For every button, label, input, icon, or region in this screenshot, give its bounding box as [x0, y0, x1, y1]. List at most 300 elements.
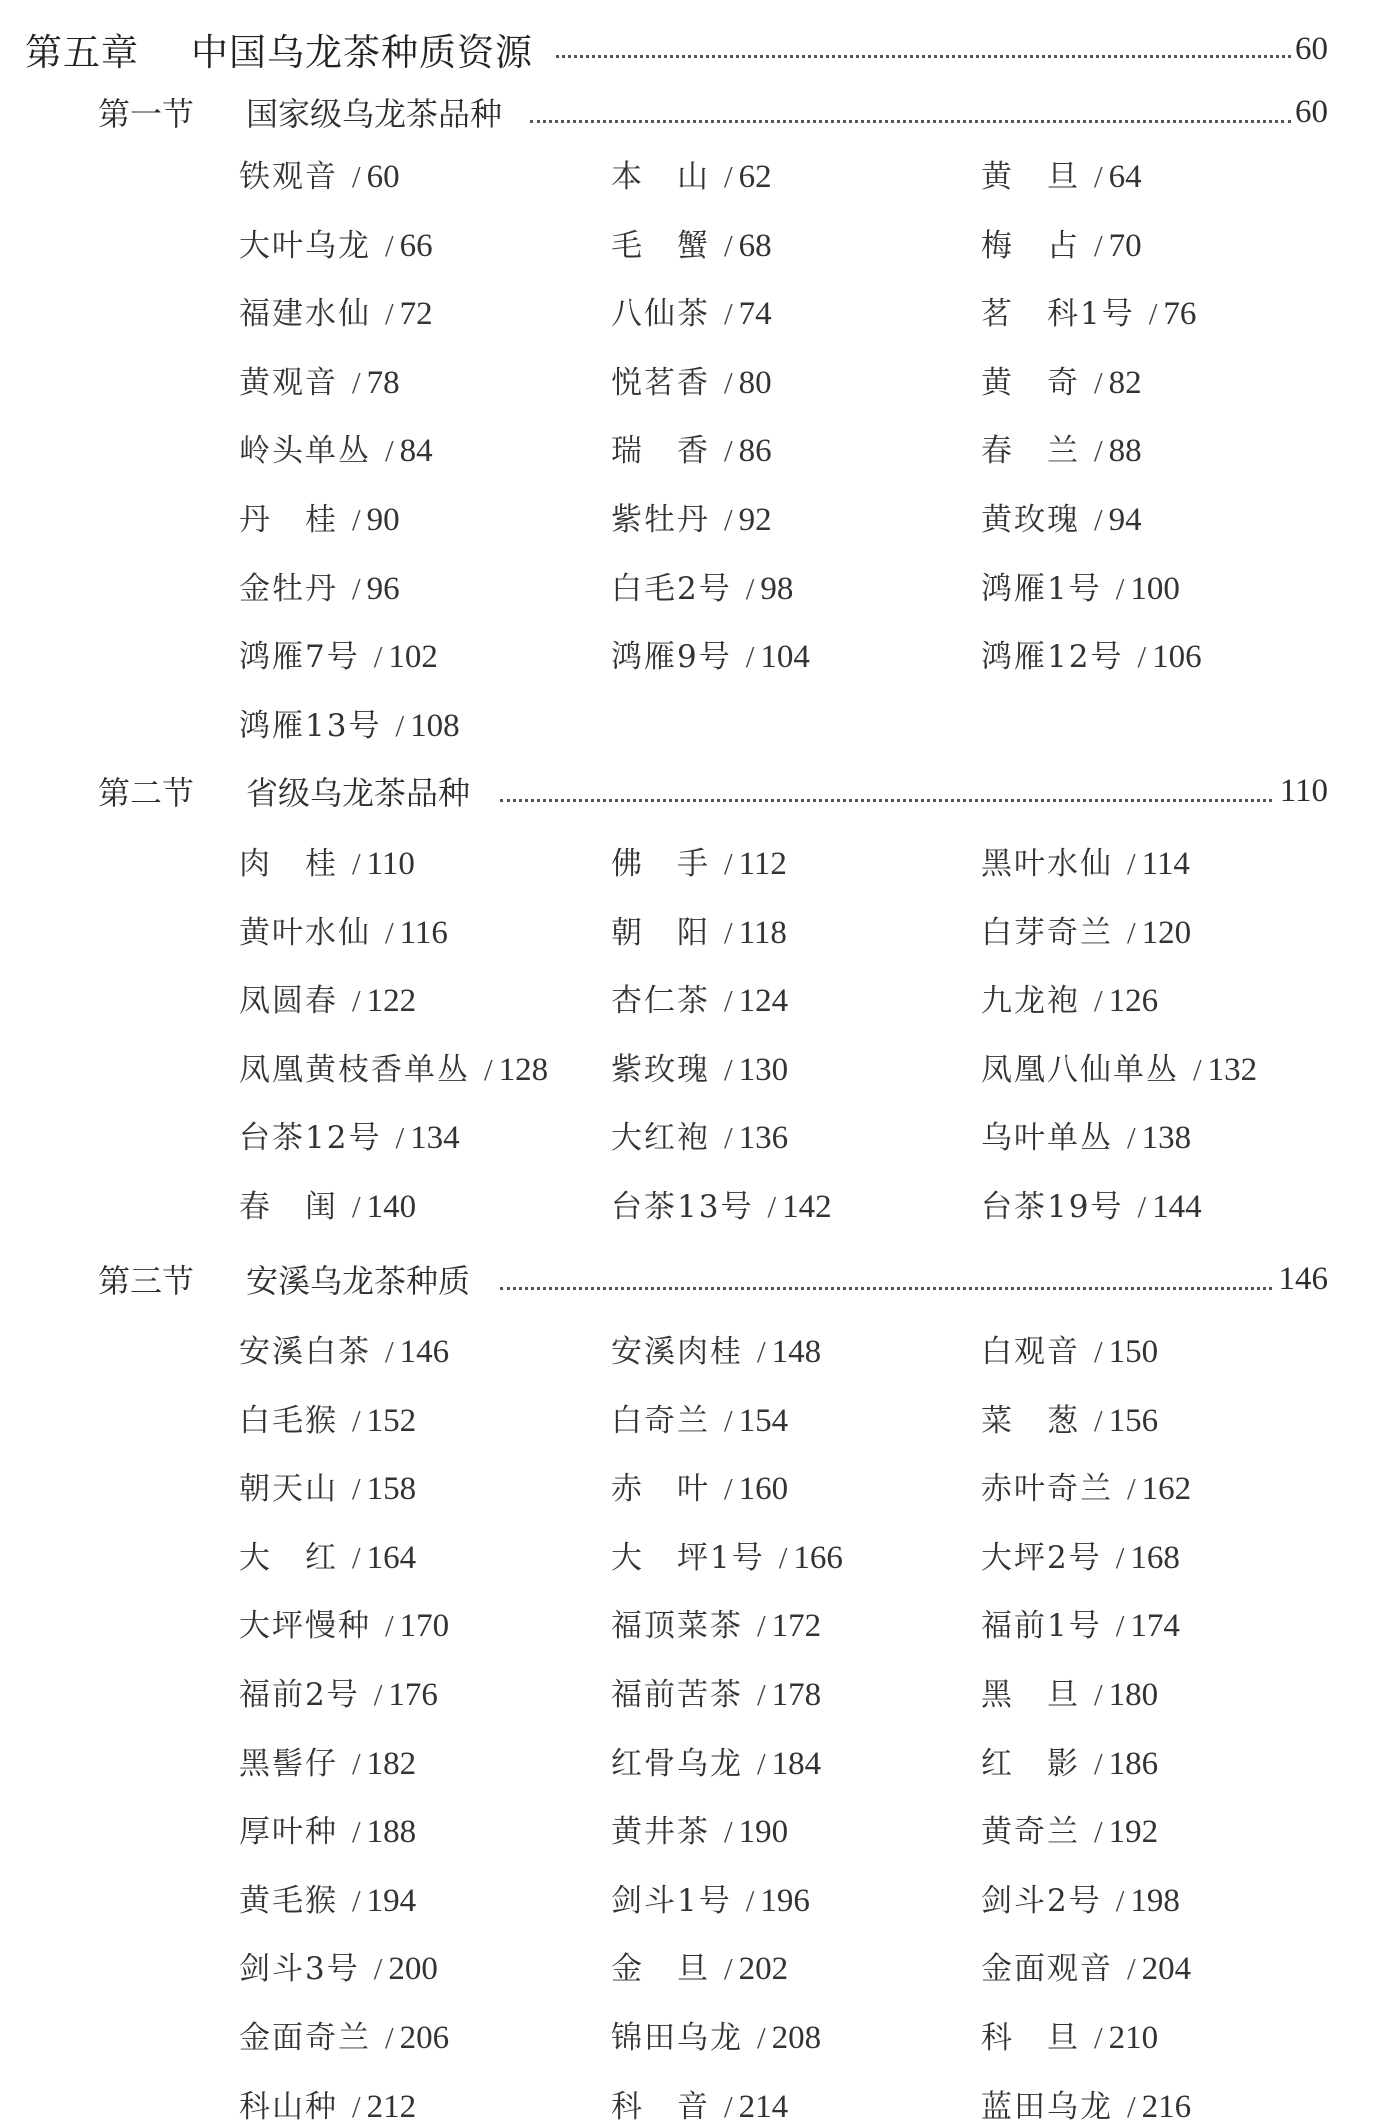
- toc-entry[interactable]: [239, 631, 438, 676]
- entry-page-number: 126: [1108, 983, 1159, 1020]
- entry-page-number: 134: [410, 1120, 460, 1157]
- entry-separator: /: [385, 914, 394, 950]
- entry-separator: /: [757, 1677, 766, 1712]
- entry-name: 梅 占: [981, 227, 1080, 264]
- entry-separator: /: [395, 707, 405, 743]
- entry-separator: /: [724, 2088, 733, 2124]
- toc-entry[interactable]: [611, 2081, 788, 2126]
- entry-name: 黄井茶: [611, 1814, 710, 1851]
- entry-page-number: 144: [1152, 1189, 1202, 1225]
- toc-entry[interactable]: [611, 1181, 832, 1226]
- toc-entry[interactable]: [239, 220, 433, 265]
- entry-separator: /: [352, 1402, 361, 1438]
- entry-name: 白芽奇兰: [981, 914, 1113, 951]
- toc-entry[interactable]: [239, 2012, 449, 2057]
- toc-entry[interactable]: [239, 975, 416, 1020]
- entry-page-number: 202: [738, 1951, 789, 1988]
- entry-page-number: 60: [366, 159, 400, 195]
- toc-entry[interactable]: [239, 2081, 416, 2126]
- entry-separator: /: [1094, 364, 1103, 400]
- entry-page-number: 106: [1152, 639, 1202, 676]
- entry-separator: /: [1094, 1745, 1103, 1781]
- entry-page-number: 140: [366, 1189, 417, 1225]
- entry-name: 黑叶水仙: [981, 846, 1113, 882]
- toc-entry[interactable]: [611, 563, 793, 608]
- entry-name: 大 红: [239, 1539, 338, 1576]
- section-label: 第二节: [98, 774, 195, 812]
- entry-page-number: 178: [771, 1677, 822, 1713]
- entry-name: 黄叶水仙: [239, 914, 371, 951]
- toc-entry[interactable]: [611, 1806, 788, 1851]
- entry-page-number: 72: [399, 296, 433, 333]
- entry-page-number: 88: [1108, 433, 1142, 470]
- entry-separator: /: [724, 364, 733, 400]
- toc-entry[interactable]: [981, 1806, 1158, 1851]
- entry-page-number: 132: [1207, 1051, 1258, 1088]
- entry-separator: /: [724, 1051, 733, 1087]
- toc-entry[interactable]: [981, 1600, 1180, 1645]
- entry-name: 福前2号: [239, 1677, 360, 1713]
- toc-entry[interactable]: [981, 357, 1142, 402]
- entry-separator: /: [1094, 227, 1103, 263]
- toc-entry[interactable]: [239, 1532, 416, 1577]
- toc-entry[interactable]: [611, 975, 788, 1020]
- section-page-number: 146: [1278, 1260, 1328, 1297]
- toc-entry[interactable]: [611, 425, 772, 470]
- toc-entry[interactable]: [611, 220, 772, 265]
- entry-separator: /: [724, 1814, 733, 1850]
- entry-separator: /: [724, 502, 733, 537]
- entry-page-number: 152: [366, 1402, 417, 1439]
- entry-name: 赤叶奇兰: [981, 1471, 1113, 1508]
- entry-separator: /: [385, 433, 394, 469]
- toc-entry[interactable]: [981, 425, 1142, 470]
- entry-separator: /: [724, 846, 733, 881]
- section-label: 第一节: [98, 95, 195, 133]
- toc-entry[interactable]: [611, 838, 787, 883]
- toc-entry[interactable]: [981, 220, 1142, 265]
- entry-separator: /: [352, 364, 361, 400]
- toc-entry[interactable]: [981, 1326, 1158, 1371]
- toc-entry[interactable]: [981, 907, 1191, 952]
- entry-separator: /: [1127, 914, 1136, 950]
- entry-separator: /: [767, 1189, 777, 1224]
- entry-separator: /: [757, 2020, 766, 2055]
- toc-entry[interactable]: [611, 1044, 788, 1089]
- entry-name: 紫牡丹: [611, 502, 710, 538]
- toc-entry[interactable]: [239, 425, 433, 470]
- entry-separator: /: [1127, 1951, 1136, 1987]
- section-page-number: 110: [1279, 772, 1328, 809]
- entry-page-number: 150: [1108, 1334, 1159, 1370]
- entry-name: 黄毛猴: [239, 1882, 338, 1919]
- entry-page-number: 174: [1130, 1608, 1180, 1645]
- entry-separator: /: [352, 1189, 361, 1224]
- entry-separator: /: [352, 846, 361, 881]
- entry-page-number: 196: [760, 1882, 810, 1919]
- entry-name: 瑞 香: [611, 433, 710, 470]
- toc-entry[interactable]: [981, 1943, 1191, 1988]
- entry-separator: /: [724, 159, 733, 194]
- toc-entry[interactable]: [239, 1669, 438, 1714]
- entry-name: 九龙袍: [981, 983, 1080, 1020]
- toc-entry[interactable]: [981, 1044, 1257, 1089]
- entry-separator: /: [1094, 502, 1103, 537]
- entry-page-number: 90: [366, 502, 400, 538]
- entry-page-number: 210: [1108, 2020, 1159, 2056]
- section-title: 安溪乌龙茶种质: [246, 1262, 471, 1300]
- entry-page-number: 182: [366, 1745, 417, 1782]
- entry-name: 赤 叶: [611, 1471, 710, 1508]
- entry-name: 本 山: [611, 159, 710, 195]
- entry-name: 锦田乌龙: [611, 2020, 743, 2056]
- entry-name: 黑 旦: [981, 1677, 1080, 1713]
- entry-separator: /: [757, 1745, 766, 1781]
- entry-page-number: 104: [760, 639, 810, 676]
- entry-name: 鸿雁9号: [611, 639, 732, 676]
- entry-separator: /: [385, 227, 394, 263]
- entry-name: 金牡丹: [239, 570, 338, 607]
- entry-separator: /: [352, 1539, 361, 1575]
- toc-entry[interactable]: [239, 1875, 416, 1920]
- entry-name: 杏仁茶: [611, 983, 710, 1020]
- entry-separator: /: [757, 1608, 766, 1644]
- entry-name: 红骨乌龙: [611, 1745, 743, 1782]
- toc-entry[interactable]: [981, 631, 1202, 676]
- entry-page-number: 184: [771, 1745, 822, 1782]
- entry-page-number: 98: [760, 570, 794, 607]
- toc-entry[interactable]: [611, 1532, 843, 1577]
- entry-page-number: 76: [1163, 296, 1197, 333]
- entry-name: 丹 桂: [239, 502, 338, 538]
- toc-entry[interactable]: [239, 151, 400, 196]
- toc-entry[interactable]: [611, 1600, 821, 1645]
- toc-entry[interactable]: [239, 700, 460, 745]
- chapter-page-number: 60: [1295, 30, 1328, 67]
- toc-entry[interactable]: [981, 1669, 1158, 1714]
- chapter-label: 第五章: [25, 31, 139, 74]
- toc-entry[interactable]: [239, 1395, 416, 1440]
- toc-entry[interactable]: [239, 1806, 416, 1851]
- entry-page-number: 204: [1141, 1951, 1192, 1988]
- entry-name: 蓝田乌龙: [981, 2088, 1113, 2125]
- entry-name: 金 旦: [611, 1951, 710, 1988]
- toc-entry[interactable]: [611, 1326, 821, 1371]
- entry-page-number: 124: [738, 983, 789, 1020]
- entry-page-number: 82: [1108, 364, 1142, 401]
- toc-entry[interactable]: [239, 563, 400, 608]
- entry-name: 白毛2号: [611, 570, 732, 607]
- entry-page-number: 102: [388, 639, 438, 676]
- dot-leader: [500, 799, 1272, 802]
- toc-entry[interactable]: [239, 1943, 438, 1988]
- entry-separator: /: [352, 1882, 361, 1918]
- entry-page-number: 162: [1141, 1471, 1192, 1508]
- entry-page-number: 64: [1108, 159, 1142, 195]
- entry-name: 春 闺: [239, 1189, 338, 1225]
- entry-name: 大 坪1号: [611, 1539, 765, 1576]
- entry-name: 凤圆春: [239, 983, 338, 1020]
- entry-separator: /: [1193, 1051, 1202, 1087]
- entry-page-number: 74: [738, 296, 772, 333]
- toc-entry[interactable]: [239, 494, 400, 539]
- entry-page-number: 66: [399, 227, 433, 264]
- entry-page-number: 80: [738, 364, 772, 401]
- entry-separator: /: [724, 983, 733, 1019]
- entry-page-number: 216: [1141, 2088, 1192, 2125]
- entry-page-number: 190: [738, 1814, 789, 1851]
- entry-page-number: 68: [738, 227, 772, 264]
- entry-name: 黄 旦: [981, 159, 1080, 195]
- entry-page-number: 172: [771, 1608, 822, 1645]
- entry-page-number: 192: [1108, 1814, 1159, 1851]
- entry-page-number: 142: [782, 1189, 832, 1225]
- entry-name: 台茶12号: [239, 1120, 382, 1157]
- toc-entry[interactable]: [611, 357, 772, 402]
- entry-separator: /: [724, 1471, 733, 1507]
- entry-separator: /: [385, 1608, 394, 1644]
- toc-entry[interactable]: [239, 357, 400, 402]
- entry-page-number: 130: [738, 1051, 789, 1088]
- entry-page-number: 148: [771, 1334, 822, 1370]
- entry-page-number: 118: [738, 914, 787, 951]
- entry-separator: /: [745, 1882, 755, 1918]
- entry-page-number: 84: [399, 433, 433, 470]
- entry-page-number: 200: [388, 1951, 438, 1988]
- entry-name: 大叶乌龙: [239, 227, 371, 264]
- section-heading[interactable]: [0, 1249, 1399, 1309]
- entry-name: 剑斗2号: [981, 1882, 1102, 1919]
- entry-page-number: 212: [366, 2088, 417, 2125]
- entry-name: 福建水仙: [239, 296, 371, 333]
- toc-entry[interactable]: [981, 1181, 1202, 1226]
- entry-page-number: 138: [1141, 1120, 1192, 1157]
- entry-name: 白观音: [981, 1334, 1080, 1370]
- entry-name: 福前苦茶: [611, 1677, 743, 1713]
- entry-name: 台茶13号: [611, 1189, 754, 1225]
- toc-entry[interactable]: [981, 2081, 1191, 2126]
- entry-name: 金面奇兰: [239, 2020, 371, 2056]
- toc-entry[interactable]: [239, 1738, 416, 1783]
- entry-separator: /: [385, 1334, 394, 1369]
- entry-name: 茗 科1号: [981, 296, 1135, 333]
- entry-page-number: 122: [366, 983, 417, 1020]
- entry-name: 福前1号: [981, 1608, 1102, 1645]
- toc-entry[interactable]: [981, 494, 1142, 539]
- entry-page-number: 164: [366, 1539, 417, 1576]
- entry-separator: /: [1094, 433, 1103, 469]
- entry-name: 黄 奇: [981, 364, 1080, 401]
- entry-page-number: 92: [738, 502, 772, 538]
- toc-entry[interactable]: [981, 151, 1142, 196]
- entry-page-number: 214: [738, 2088, 789, 2125]
- toc-entry[interactable]: [611, 494, 772, 539]
- toc-entry[interactable]: [981, 1112, 1191, 1157]
- entry-name: 白毛猴: [239, 1402, 338, 1439]
- entry-name: 肉 桂: [239, 846, 338, 882]
- entry-separator: /: [352, 159, 361, 194]
- entry-page-number: 180: [1108, 1677, 1159, 1713]
- entry-name: 厚叶种: [239, 1814, 338, 1851]
- entry-name: 朝天山: [239, 1471, 338, 1508]
- section-heading[interactable]: [0, 761, 1399, 821]
- entry-name: 安溪白茶: [239, 1334, 371, 1370]
- entry-name: 朝 阳: [611, 914, 710, 951]
- toc-entry[interactable]: [239, 1044, 548, 1089]
- entry-name: 黄玫瑰: [981, 502, 1080, 538]
- entry-separator: /: [352, 502, 361, 537]
- toc-entry[interactable]: [239, 1112, 460, 1157]
- toc-entry[interactable]: [611, 631, 810, 676]
- entry-separator: /: [757, 1334, 766, 1369]
- toc-entry[interactable]: [239, 1600, 449, 1645]
- entry-name: 紫玫瑰: [611, 1051, 710, 1088]
- entry-separator: /: [1115, 1539, 1125, 1575]
- entry-separator: /: [385, 2020, 394, 2055]
- entry-name: 黄观音: [239, 364, 338, 401]
- toc-entry[interactable]: [239, 1463, 416, 1508]
- entry-name: 剑斗3号: [239, 1951, 360, 1988]
- section-heading[interactable]: [0, 82, 1399, 142]
- toc-entry[interactable]: [611, 1463, 788, 1508]
- entry-separator: /: [724, 1120, 733, 1156]
- toc-entry[interactable]: [611, 1943, 788, 1988]
- toc-entry[interactable]: [611, 1112, 788, 1157]
- entry-page-number: 116: [399, 914, 448, 951]
- entry-separator: /: [373, 639, 383, 675]
- entry-name: 金面观音: [981, 1951, 1113, 1988]
- entry-page-number: 194: [366, 1882, 417, 1919]
- entry-page-number: 146: [399, 1334, 450, 1370]
- entry-separator: /: [1094, 1677, 1103, 1712]
- entry-name: 科山种: [239, 2088, 338, 2125]
- entry-page-number: 136: [738, 1120, 789, 1157]
- entry-separator: /: [395, 1120, 405, 1156]
- entry-name: 鸿雁1号: [981, 570, 1102, 607]
- toc-entry[interactable]: [611, 1669, 821, 1714]
- toc-entry[interactable]: [239, 838, 415, 883]
- entry-separator: /: [1127, 1120, 1136, 1156]
- entry-name: 悦茗香: [611, 364, 710, 401]
- entry-name: 红 影: [981, 1745, 1080, 1782]
- entry-page-number: 160: [738, 1471, 789, 1508]
- toc-entry[interactable]: [239, 1181, 416, 1226]
- entry-page-number: 86: [738, 433, 772, 470]
- entry-name: 黄奇兰: [981, 1814, 1080, 1851]
- entry-name: 春 兰: [981, 433, 1080, 470]
- entry-separator: /: [1094, 1402, 1103, 1438]
- entry-name: 岭头单丛: [239, 433, 371, 470]
- entry-name: 凤凰八仙单丛: [981, 1051, 1179, 1088]
- section-page-number: 60: [1295, 93, 1328, 130]
- entry-name: 菜 葱: [981, 1402, 1080, 1439]
- entry-separator: /: [1115, 1608, 1125, 1644]
- toc-entry[interactable]: [239, 288, 433, 333]
- entry-page-number: 70: [1108, 227, 1142, 264]
- toc-entry[interactable]: [611, 1875, 810, 1920]
- entry-name: 乌叶单丛: [981, 1120, 1113, 1157]
- entry-page-number: 154: [738, 1402, 789, 1439]
- entry-separator: /: [1115, 570, 1125, 606]
- entry-separator: /: [1094, 159, 1103, 194]
- entry-page-number: 62: [738, 159, 772, 195]
- entry-page-number: 206: [399, 2020, 450, 2056]
- toc-entry[interactable]: [981, 1875, 1180, 1920]
- toc-entry[interactable]: [611, 1395, 788, 1440]
- entry-separator: /: [724, 433, 733, 469]
- toc-entry[interactable]: [981, 975, 1158, 1020]
- toc-entry[interactable]: [981, 838, 1190, 883]
- section-title: 省级乌龙茶品种: [246, 774, 471, 812]
- entry-name: 剑斗1号: [611, 1882, 732, 1919]
- entry-separator: /: [724, 296, 733, 332]
- entry-separator: /: [724, 1402, 733, 1438]
- entry-separator: /: [1137, 639, 1147, 675]
- entry-separator: /: [778, 1539, 788, 1575]
- entry-page-number: 208: [771, 2020, 822, 2056]
- toc-entry[interactable]: [611, 151, 772, 196]
- chapter-heading[interactable]: [0, 19, 1399, 79]
- entry-separator: /: [385, 296, 394, 332]
- entry-separator: /: [724, 1951, 733, 1987]
- toc-entry[interactable]: [239, 1326, 449, 1371]
- toc-entry[interactable]: [981, 1738, 1158, 1783]
- toc-entry[interactable]: [239, 907, 448, 952]
- section-title: 国家级乌龙茶品种: [246, 95, 503, 133]
- entry-name: 科 音: [611, 2088, 710, 2125]
- toc-entry[interactable]: [981, 1395, 1158, 1440]
- entry-separator: /: [724, 227, 733, 263]
- entry-separator: /: [1137, 1189, 1147, 1224]
- entry-separator: /: [1127, 1471, 1136, 1507]
- entry-name: 铁观音: [239, 159, 338, 195]
- entry-name: 大红袍: [611, 1120, 710, 1157]
- toc-entry[interactable]: [981, 1532, 1180, 1577]
- entry-separator: /: [352, 2088, 361, 2124]
- entry-page-number: 120: [1141, 914, 1192, 951]
- entry-separator: /: [1094, 983, 1103, 1019]
- entry-separator: /: [1127, 846, 1136, 881]
- toc-entry[interactable]: [611, 2012, 821, 2057]
- toc-entry[interactable]: [981, 2012, 1158, 2057]
- entry-name: 安溪肉桂: [611, 1334, 743, 1370]
- entry-separator: /: [1127, 2088, 1136, 2124]
- entry-name: 佛 手: [611, 846, 710, 882]
- toc-entry[interactable]: [611, 1738, 821, 1783]
- entry-name: 八仙茶: [611, 296, 710, 333]
- toc-entry[interactable]: [981, 563, 1180, 608]
- entry-page-number: 94: [1108, 502, 1142, 538]
- entry-separator: /: [352, 983, 361, 1019]
- entry-page-number: 156: [1108, 1402, 1159, 1439]
- toc-entry[interactable]: [981, 1463, 1191, 1508]
- entry-separator: /: [1094, 1814, 1103, 1850]
- entry-page-number: 112: [738, 846, 787, 882]
- entry-page-number: 78: [366, 364, 400, 401]
- entry-separator: /: [352, 570, 361, 606]
- entry-separator: /: [724, 914, 733, 950]
- entry-name: 大坪2号: [981, 1539, 1102, 1576]
- toc-entry[interactable]: [611, 288, 772, 333]
- entry-name: 凤凰黄枝香单丛: [239, 1051, 470, 1088]
- section-label: 第三节: [98, 1262, 195, 1300]
- toc-entry[interactable]: [981, 288, 1196, 333]
- entry-name: 鸿雁13号: [239, 707, 382, 744]
- entry-page-number: 166: [793, 1539, 843, 1576]
- toc-entry[interactable]: [611, 907, 787, 952]
- entry-name: 毛 蟹: [611, 227, 710, 264]
- entry-name: 大坪慢种: [239, 1608, 371, 1645]
